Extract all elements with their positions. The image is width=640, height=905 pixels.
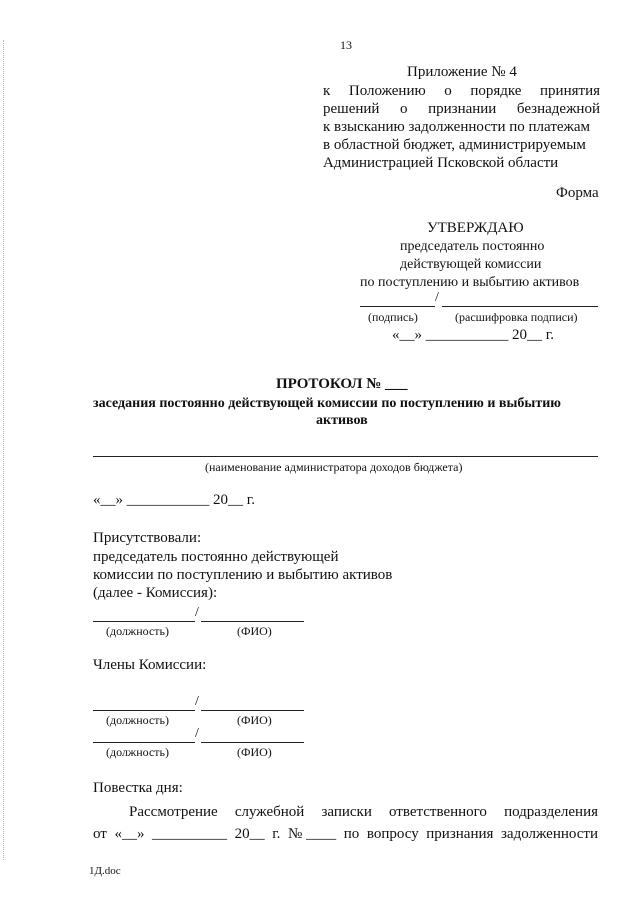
decoding-line <box>442 306 598 307</box>
chairman-name-caption: (ФИО) <box>237 624 272 638</box>
protocol-title: ПРОТОКОЛ № ___ <box>276 376 408 392</box>
member-1-position-caption: (должность) <box>106 713 169 727</box>
approval-line-3: по поступлению и выбытию активов <box>360 275 580 290</box>
form-label: Форма <box>556 185 599 201</box>
member-1-name-line <box>201 710 304 711</box>
admin-name-line <box>93 456 598 457</box>
agenda-line-1: Рассмотрение служебной записки ответственного подразделения <box>129 804 598 820</box>
chairman-name-line <box>201 621 304 622</box>
appendix-line-4: в областной бюджет, администрируемым <box>323 137 586 153</box>
member-2-name-line <box>201 742 304 743</box>
approval-line-2: действующей комиссии <box>400 257 542 272</box>
member-1-position-line <box>93 710 195 711</box>
agenda-heading: Повестка дня: <box>93 780 183 796</box>
chairman-position-caption: (должность) <box>106 624 169 638</box>
signature-line <box>360 306 435 307</box>
approval-date: «__» ___________ 20__ г. <box>392 327 554 343</box>
appendix-line-3: к взысканию задолженности по платежам <box>323 119 591 135</box>
approval-title: УТВЕРЖДАЮ <box>427 220 524 236</box>
chairman-position-line <box>93 621 195 622</box>
attendance-heading: Присутствовали: <box>93 530 202 546</box>
page-number: 13 <box>340 38 352 52</box>
chairman-line-1: председатель постоянно действующей <box>93 549 339 565</box>
members-heading: Члены Комиссии: <box>93 657 207 673</box>
protocol-date: «__» ___________ 20__ г. <box>93 492 255 508</box>
chairman-slash: / <box>195 605 199 620</box>
chairman-line-3: (далее - Комиссия): <box>93 585 218 601</box>
member-1-slash: / <box>195 694 199 709</box>
appendix-line-1: к Положению о порядке принятия <box>323 83 600 99</box>
page-edge-dots <box>3 40 4 860</box>
decoding-caption: (расшифровка подписи) <box>455 310 578 324</box>
protocol-subtitle-1: заседания постоянно действующей комиссии по поступлению и выбытию <box>93 396 561 411</box>
member-2-position-line <box>93 742 195 743</box>
footer-filename: 1Д.doc <box>89 865 121 877</box>
admin-caption: (наименование администратора доходов бюджета) <box>205 460 463 474</box>
appendix-line-5: Администрацией Псковской области <box>323 155 559 171</box>
signature-caption: (подпись) <box>368 310 418 324</box>
appendix-line-2: решений о признании безнадежной <box>323 101 600 117</box>
member-2-position-caption: (должность) <box>106 745 169 759</box>
member-2-name-caption: (ФИО) <box>237 745 272 759</box>
protocol-subtitle-2: активов <box>316 413 368 428</box>
approval-line-1: председатель постоянно <box>400 239 545 254</box>
chairman-line-2: комиссии по поступлению и выбытию активов <box>93 567 393 583</box>
member-2-slash: / <box>195 726 199 741</box>
agenda-line-2: от «__» __________ 20__ г. №____ по вопросу признания задолженности <box>93 826 598 842</box>
signature-slash: / <box>435 290 439 305</box>
appendix-title: Приложение № 4 <box>407 64 517 80</box>
member-1-name-caption: (ФИО) <box>237 713 272 727</box>
